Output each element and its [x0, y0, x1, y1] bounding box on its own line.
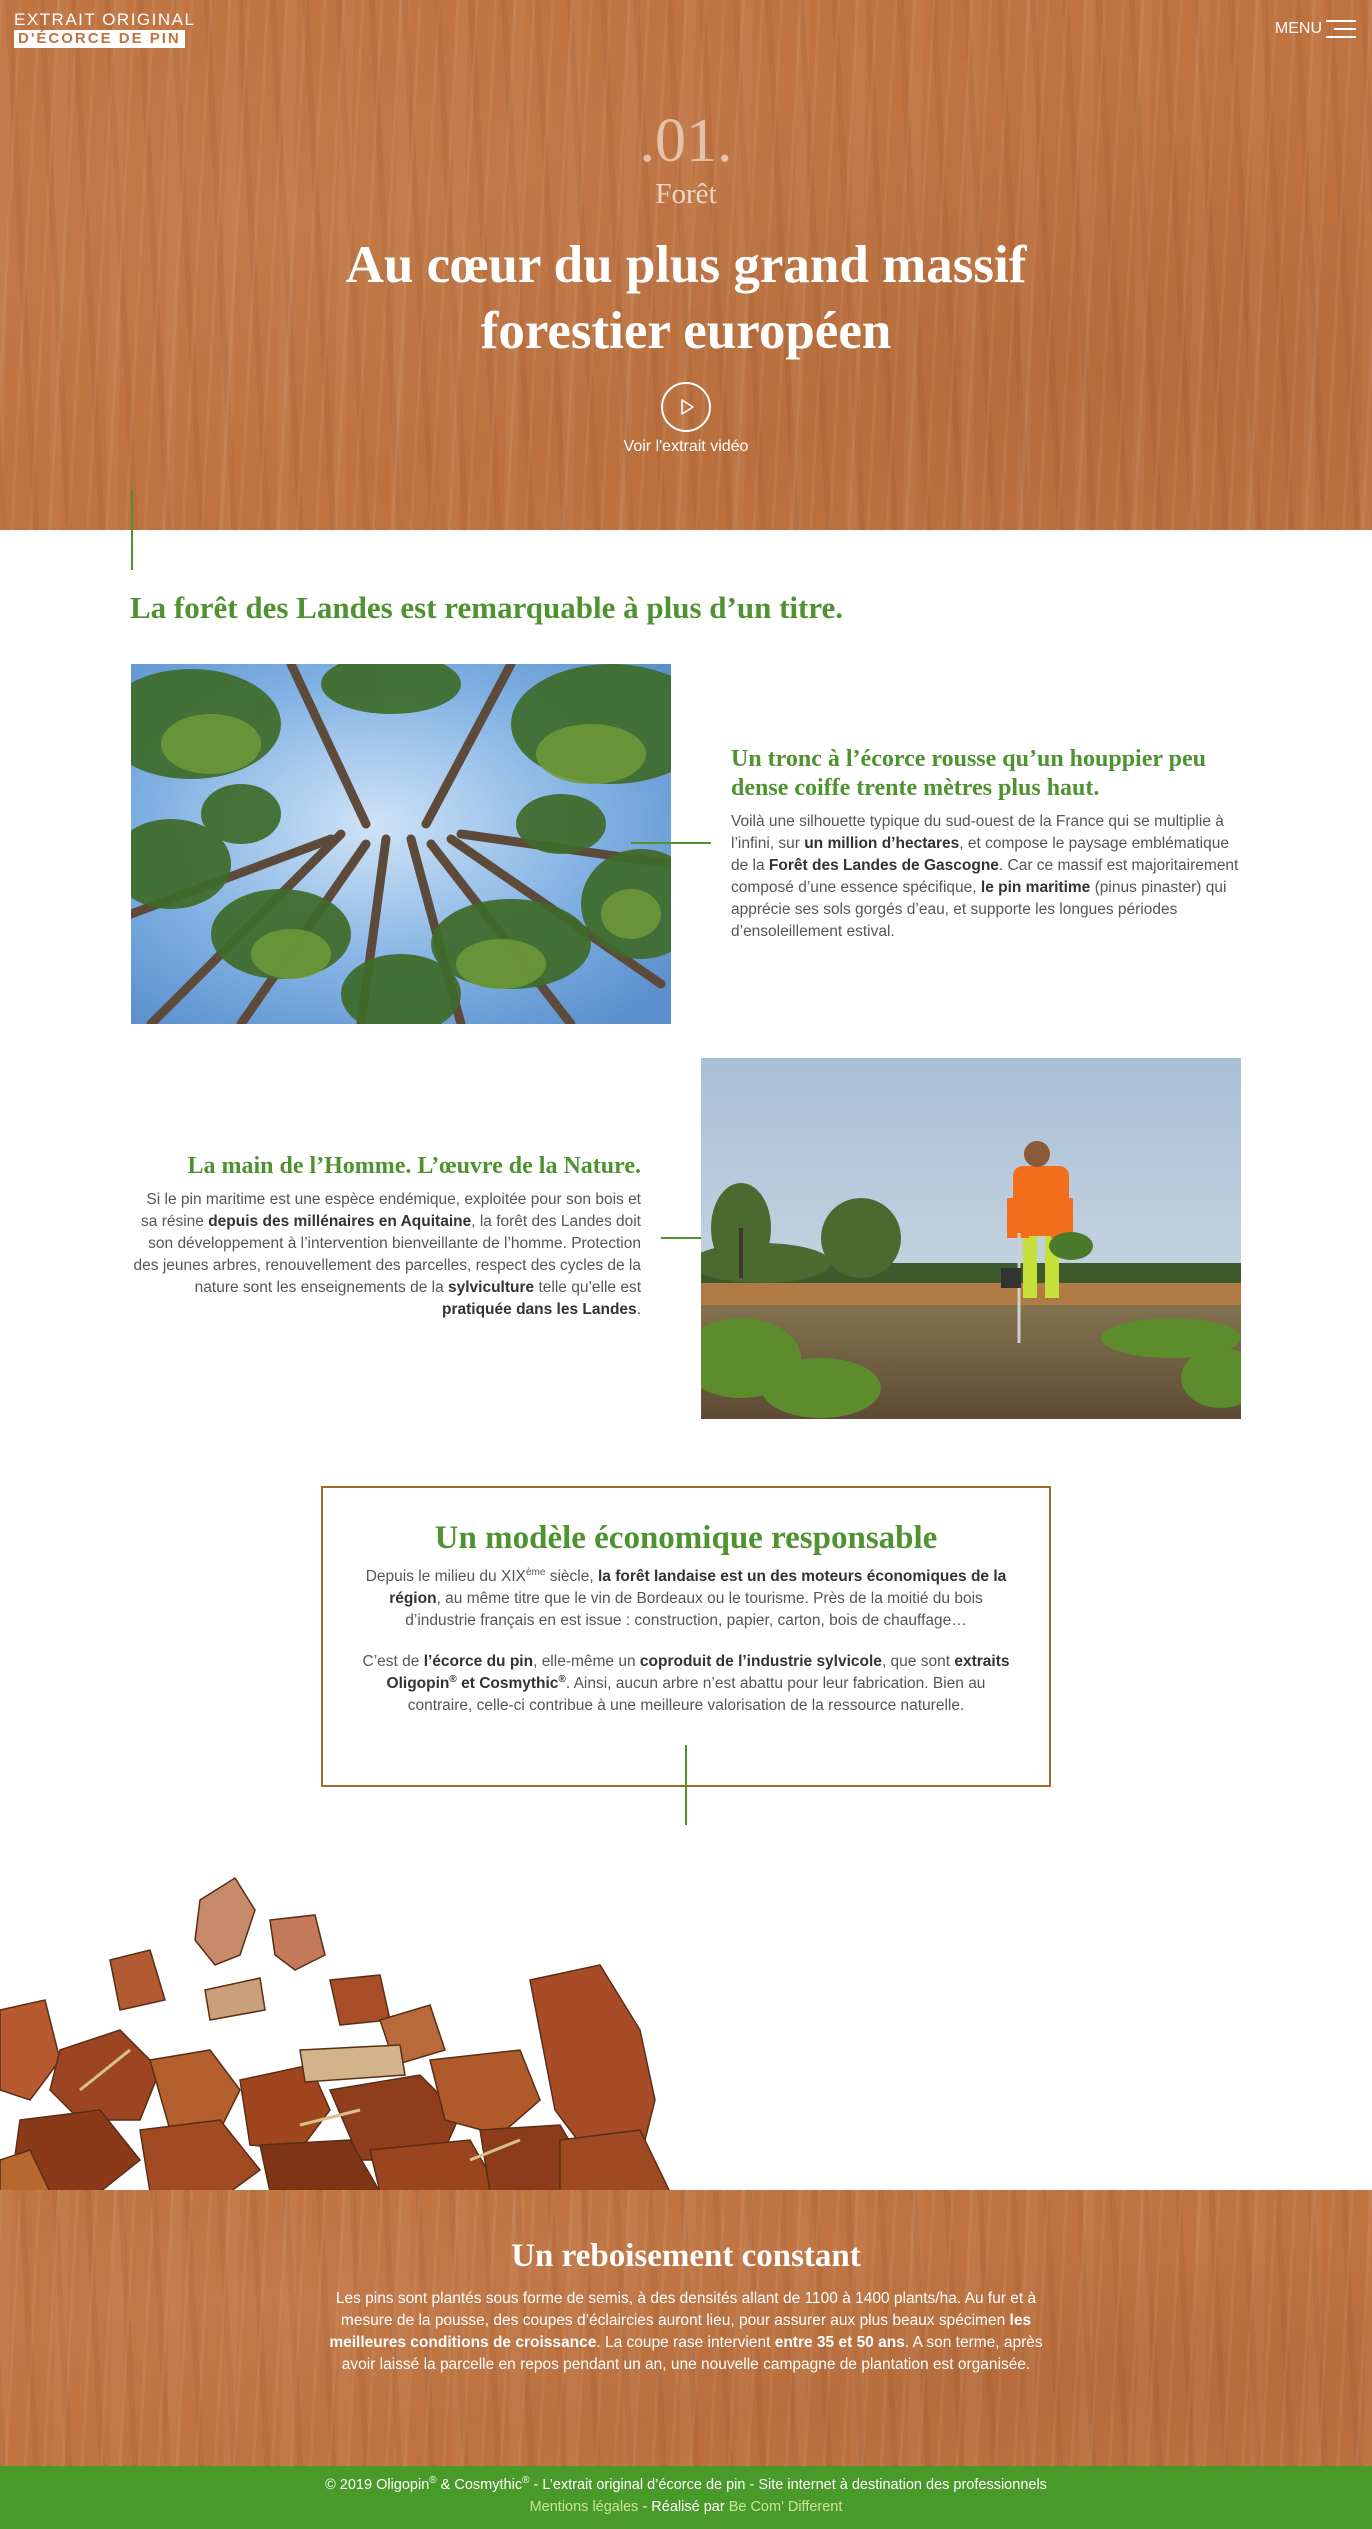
man-nature-heading: La main de l’Homme. L’œuvre de la Nature.: [187, 1153, 641, 1179]
forest-paragraph: Voilà une silhouette typique du sud-ouest de la France qui se multiplie à l’infini, sur un million d’hectares, et compose le paysage emblématique de la Forêt des Landes de Gascogne. Car ce massif est majoritairement composé d’une essence spécifique, le pin maritime (pinus pinaster) qui apprécie ses sols gorgés d’eau, et supporte les longues périodes d’ensoleillement estival.: [731, 813, 1239, 940]
connector-line: [631, 842, 711, 844]
economic-model-paragraph-2: C’est de l’écorce du pin, elle-même un coproduit de l’industrie sylvicole, que sont extraits Oligopin® et Cosmythic®. Ainsi, aucun arbre n’est abattu pour leur fabrication. Bien au contraire, celle-ci contribue à une meilleure valorisation de la ressource naturelle.: [362, 1653, 1010, 1714]
economic-model-paragraph-1: Depuis le milieu du XIXème siècle, la forêt landaise est un des moteurs économiques de la région, au même titre que le vin de Bordeaux ou le tourisme. Près de la moitié du bois d’industrie français en est issue : construction, papier, carton, bois de chauffage…: [365, 1566, 1007, 1629]
reforestation-section: [0, 2190, 1372, 2466]
menu-button[interactable]: [1275, 20, 1356, 38]
hero-section: [0, 0, 1372, 530]
logo-line-2: D'ÉCORCE DE PIN: [14, 30, 185, 48]
man-nature-text-block: [131, 1152, 641, 1321]
forest-heading: Un tronc à l’écorce rousse qu’un houppier peu dense coiffe trente mètres plus haut.: [731, 746, 1206, 801]
footer-links: Mentions légales - Réalisé par Be Com' Different: [529, 2499, 843, 2515]
logo-line-1: EXTRAIT ORIGINAL: [14, 10, 196, 29]
menu-label: MENU: [1274, 20, 1322, 37]
legal-notice-link[interactable]: Mentions légales: [529, 2499, 639, 2515]
pine-canopy-photo: [131, 664, 671, 1024]
agency-link[interactable]: Be Com' Different: [728, 2499, 843, 2515]
decorative-line: [685, 1745, 687, 1825]
video-label[interactable]: Voir l'extrait vidéo: [623, 438, 749, 455]
play-video-button[interactable]: [661, 382, 711, 432]
footer: [0, 2466, 1372, 2529]
play-icon: [676, 397, 696, 417]
reforestation-title: Un reboisement constant: [511, 2238, 861, 2274]
forest-text-block: [731, 745, 1241, 943]
burger-menu-icon: [1326, 20, 1356, 38]
economic-model-title: Un modèle économique responsable: [434, 1520, 938, 1556]
chapter-number: .01.: [639, 107, 733, 175]
decorative-line: [131, 490, 133, 570]
reforestation-paragraph: Les pins sont plantés sous forme de semis, à des densités allant de 1100 à 1400 plants/ha. Au fur et à mesure de la pousse, des coupes d’éclaircies auront lieu, pour assurer aux plus beaux spécimen les meilleures conditions de croissance. La coupe rase intervient entre 35 et 50 ans. A son terme, après avoir laissé la parcelle en repos pendant un an, une nouvelle campagne de plantation est organisée.: [329, 2290, 1043, 2373]
forester-planting-photo: [701, 1058, 1241, 1419]
footer-copyright: © 2019 Oligopin® & Cosmythic® - L’extrait original d’écorce de pin - Site internet à destination des professionnels: [325, 2475, 1047, 2493]
chapter-subtitle: Forêt: [655, 178, 717, 210]
man-nature-paragraph: Si le pin maritime est une espèce endémique, exploitée pour son bois et sa résine depuis des millénaires en Aquitaine, la forêt des Landes doit son développement à l’intervention bienveillante de l’homme. Protection des jeunes arbres, renouvellement des parcelles, respect des cycles de la nature sont les enseignements de la sylviculture telle qu’elle est pratiquée dans les Landes.: [133, 1191, 641, 1318]
pine-bark-chips-image: [0, 1860, 700, 2192]
economic-model-box: [321, 1486, 1051, 1787]
section-title: La forêt des Landes est remarquable à plus d’un titre.: [130, 590, 844, 625]
logo[interactable]: [14, 10, 200, 48]
hero-title: Au cœur du plus grand massif forestier européen: [345, 236, 1027, 360]
